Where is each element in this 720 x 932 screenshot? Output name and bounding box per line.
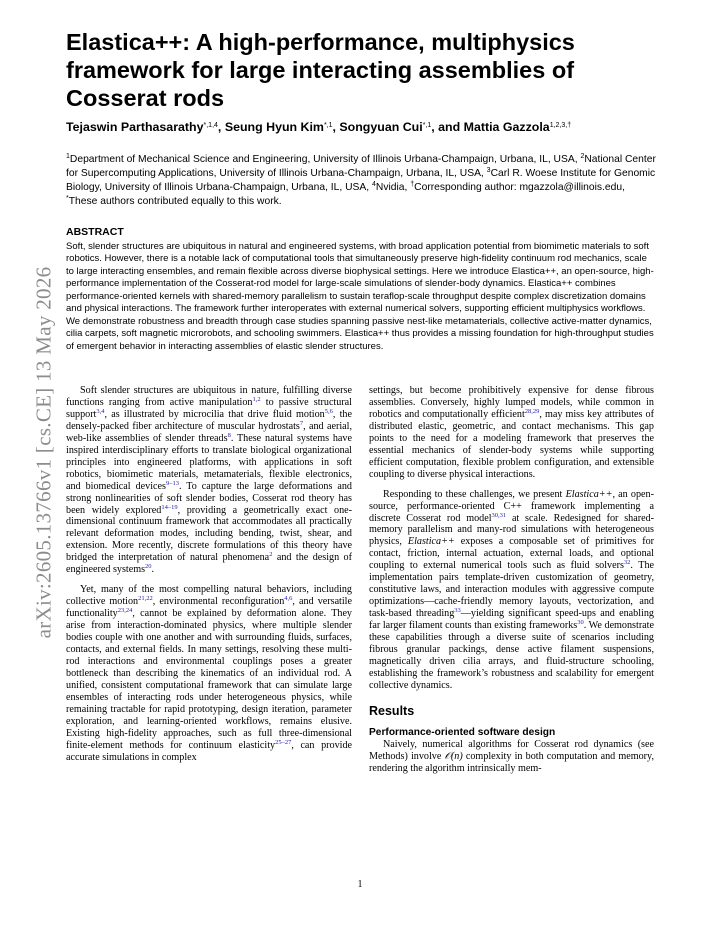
affiliation-text: Carl R. Woese Institute for Genomic Biology, University of Illinois Urbana-Champaign, Urbana, IL, USA, (66, 168, 656, 193)
citation-link[interactable]: 4,6 (284, 595, 293, 603)
subsection-heading: Performance-oriented software design (369, 726, 556, 738)
citation-link[interactable]: 3,4 (96, 407, 105, 415)
citation-link[interactable]: 21,22 (138, 595, 153, 603)
affiliation-text: Department of Mechanical Science and Engineering, University of Illinois Urbana-Champaign, Urbana, IL, USA, (69, 154, 581, 165)
page-number: 1 (357, 879, 363, 890)
citation-link[interactable]: 28,29 (524, 407, 540, 415)
citation-link[interactable]: 2 (269, 551, 273, 559)
affiliation-mark: 4 (372, 181, 376, 188)
citation-link[interactable]: 30,31 (491, 511, 507, 519)
citation-link[interactable]: 8 (227, 431, 231, 439)
author-affiliation-mark: 1,2,3,† (549, 122, 572, 129)
citation-link[interactable]: 25–27 (275, 738, 292, 746)
affiliation-mark: † (410, 181, 415, 188)
body-paragraph: Responding to these challenges, we present Elastica++, an open-source, performance-oriented C++ framework implementing a discrete Cosserat rod model$^{30,31}$ at scale. Redesigned for shared-memory parallelism and many-rod simulations with heterogeneous physics, Elastica++ exposes a composable set of primitives for contact, friction, internal actuation, external loads, and optional coupling to external numerical tools such as fluid solvers$^{32}$. The implementation pairs template-driven customization of geometry, constitutive laws, and interaction modules with aggressive compute optimizations—cache-friendly memory layouts, vectorization, and task-based threading$^{33}$—yielding significant speed-ups and enabling far larger filament counts than existing frameworks$^{30}$. We demonstrate these capabilities through a diverse suite of scenarios including fibrous granular packings, dense active filament suspensions, magnetically driven cilia arrays, and fluid-structure schooling, establishing the framework’s robustness and scalability for emergent collective dynamics. (369, 488, 655, 691)
citation-link[interactable]: 14–19 (161, 503, 178, 511)
body-paragraph: Soft slender structures are ubiquitous in nature, fulfilling diverse functions ranging from active manipulation$^{1,2}$ to passive structural support$^{3,4}$, as illustrated by microcilia that drive fluid motion$^{5,6}$, the densely-packed fiber architecture of muscular hydrostats$^7$, and aerial, web-like assemblies of slender threads$^8$. These natural systems have inspired interdisciplinary efforts to translate biological organizational principles into engineered platforms, with applications in soft robotics, biomimetic materials, metamaterials, flexible electronics, and biomedical devices$^{9-13}$. To capture the large deformations and strong nonlinearities of soft slender bodies, Cosserat rod theory has been widely explored$^{14-19}$, providing a geometrically exact one-dimensional continuum framework that accommodates all practically relevant deformation modes, including bending, twist, shear, and extension. More recently, discrete formulations of this theory have bridged the interpretation of natural phenomena$^2$ and the design of engineered systems$^{20}$. (66, 385, 352, 576)
affiliation-text: Corresponding author: mgazzola@illinois.edu, (414, 182, 625, 193)
abstract-text: Soft, slender structures are ubiquitous in natural and engineered systems, with broad application potential from biomimetic materials to soft robotics. However, there is a notable lack of computational tools that simultaneously preserve high-fidelity continuum rod mechanics, scale to large interacting ensembles, and remain flexible across diverse biophysical settings. Here we introduce Elastica++, an open-source, high-performance implementation of the Cosserat-rod model for large-scale simulations of slender-body dynamics. Elastica++ combines performance-oriented kernels with shared-memory parallelism to sustain teraflop-scale throughput despite complex discretization domains and physical interactions. The framework further interoperates with external numerical solvers, supporting efficient multiphysics workflows. We demonstrate robustness and breadth through case studies spanning passive nest-like metamaterials, collective active-matter dynamics, cilia carpets, soft magnetic microrobots, and schooling swimmers. Elastica++ thus provides a missing foundation for high-throughput studies of emergent behavior in interacting assemblies of elastic slender structures. (66, 241, 654, 352)
affiliation-text: Nvidia, (375, 182, 411, 193)
affiliation-text: These authors contributed equally to this work. (68, 196, 282, 207)
results-heading: Results (369, 703, 415, 718)
left-column (66, 385, 352, 772)
affiliations (66, 153, 656, 209)
citation-link[interactable]: 30 (577, 619, 584, 627)
citation-link[interactable]: 5,6 (324, 407, 333, 415)
citation-link[interactable]: 33 (454, 607, 461, 615)
author-name: Tejaswin Parthasarathy (66, 120, 204, 134)
arxiv-identifier: arXiv:2605.13766v1 [cs.CE] 13 May 2026 (31, 266, 56, 638)
affiliation-mark: 1 (66, 153, 70, 160)
left-column-body (66, 385, 352, 764)
author-name: Mattia Gazzola (463, 120, 550, 134)
arxiv-stamp (26, 257, 62, 647)
citation-link[interactable]: 9–13 (165, 479, 179, 487)
author-name: Songyuan Cui (339, 120, 423, 134)
citation-link[interactable]: 20 (145, 563, 152, 571)
author-affiliation-mark: *,1,4 (203, 122, 218, 129)
emphasis-text: Elastica++ (407, 536, 455, 548)
emphasis-text: 𝒪(n) (444, 750, 463, 762)
affiliation-text: National Center for Supercomputing Applications, University of Illinois Urbana-Champaign, Urbana, IL, USA, (66, 154, 656, 179)
citation-link[interactable]: 23,24 (117, 607, 133, 615)
right-column-body (369, 385, 654, 692)
results-body (369, 739, 654, 775)
citation-link[interactable]: 1,2 (252, 395, 261, 403)
author-name: Seung Hyun Kim (224, 120, 324, 134)
citation-link[interactable]: 7 (299, 419, 304, 427)
body-paragraph: Naively, numerical algorithms for Cosserat rod dynamics (see Methods) involve 𝒪(n) complexity in both computation and memory, rendering the algorithm intrinsically mem- (369, 738, 654, 774)
abstract-heading: ABSTRACT (66, 226, 124, 238)
affiliation-mark: 3 (486, 167, 491, 174)
emphasis-text: Elastica++ (565, 488, 613, 500)
body-paragraph: settings, but become prohibitively expensive for dense fibrous assemblies. Conversely, highly lumped models, while common in robotics and computationally efficient$^{28,29}$, may miss key attributes of distributed elastic, geometric, and contact mechanisms. This gap points to the need for a modeling framework that preserves the essential mechanics of slender-body systems while supporting efficient computation, flexible problem configuration, and extensible coupling to diverse physical interactions. (369, 385, 654, 480)
body-paragraph: Yet, many of the most compelling natural behaviors, including collective motion$^{21,22}$, environmental reconfiguration$^{4,6}$, and versatile functionality$^{23,24}$, cannot be explained by deformation alone. They arise from interaction-dominated physics, where multiple slender bodies couple with one another and with surrounding fluids, surfaces, contacts, and external fields. In many settings, resolving these multi-rod interactions and environmental couplings poses a greater bottleneck than describing the kinematics of an individual rod. A unified, consistent computational framework that can simulate large ensembles of interacting rods under heterogeneous physics, while remaining tractable for rapid prototyping, design iteration, parameter exploration, and learning-oriented workflows, remains elusive. Existing high-fidelity approaches, such as full three-dimensional finite-element methods for continuum elasticity$^{25-27}$, can provide accurate simulations in complex (66, 584, 352, 763)
right-column (369, 385, 654, 783)
paper-title: Elastica++: A high-performance, multiphysics framework for large interacting assemblies of Cosserat rods (66, 29, 575, 111)
author-affiliation-mark: *,1 (323, 122, 333, 129)
author-list: Tejaswin Parthasarathy$^{*,1,4}$, Seung Hyun Kim$^{*,1}$, Songyuan Cui$^{*,1}$, and Mattia Gazzola$^{1,2,3,\dagger}$ (66, 120, 572, 134)
citation-link[interactable]: 32 (623, 559, 631, 567)
affiliation-mark: * (66, 195, 69, 202)
author-affiliation-mark: *,1 (422, 122, 432, 129)
affiliation-mark: 2 (580, 153, 585, 160)
